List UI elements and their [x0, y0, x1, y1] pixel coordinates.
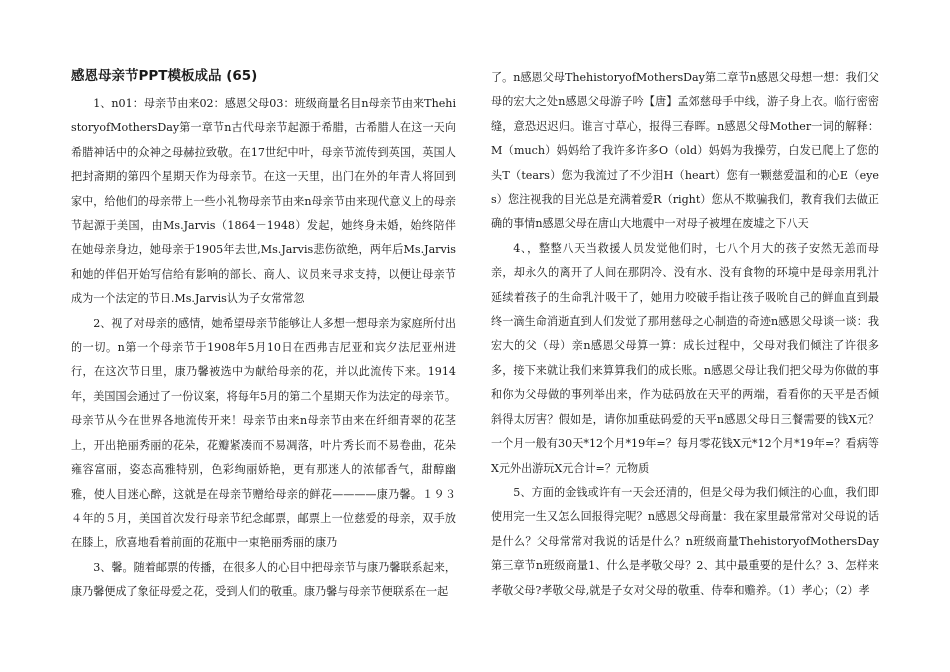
paragraph-4: 4、，整整八天当救援人员发觉他们时，七八个月大的孩子安然无恙而母亲，却永久的离开了人间在那阴冷、没有水、没有食物的环境中是母亲用乳汁延续着孩子的生命乳汁吸干了，她用力咬破手指让孩子吸吮自己的鲜血直到最终一滴生命消逝直到人们发觉了那用慈母之心制造的奇迹n感恩父母谈一谈：我宏大的父（母）亲n感恩父母算一算：成长过程中，父母对我们倾注了许很多多，接下来就让我们来算算我们的成长账。n感恩父母让我们把父母为你做的事和你为父母做的事列举出来，作为砝码放在天平的两端，看看你的天平是否倾斜得太厉害？假如是，请你加重砝码爱的天平n感恩父母日三餐需要的钱X元？一个月一般有30天*12个月*19年=？每月零花钱X元*12个月*19年=？看病等X元外出游玩X元合计=？元物质	[491, 241, 879, 475]
paragraph-3-continued: 了。n感恩父母ThehistoryofMothersDay第二章节n感恩父母想一想：我们父母的宏大之处n感恩父母游子吟【唐】孟郊慈母手中线，游子身上衣。临行密密缝，意恐迟迟归。谁言寸草心，报得三春晖。n感恩父母Mother一词的解释：M（much）妈妈给了我许多许多O（old）妈妈为我操劳，白发已爬上了您的头T（tears）您为我流过了不少泪H（heart）您有一颗慈爱温和的心E（eyes）您注视我的目光总是充满着爱R（right）您从不欺骗我们，教育我们去做正确的事情n感恩父母在唐山大地震中一对母子被埋在废墟之下八天	[491, 71, 879, 231]
left-column	[71, 66, 456, 605]
paragraph-2: 2、视了对母亲的感情，她希望母亲节能够让人多想一想母亲为家庭所付出的一切。n第一个母亲节于1908年5月10日在西弗吉尼亚和宾夕法尼亚州进行，在这次节日里，康乃馨被选中为献给母亲的花，并以此流传下来。1914年，美国国会通过了一份议案，将每年5月的第二个星期天作为法定的母亲节。母亲节从今在世界各地流传开来！母亲节由来n母亲节由来在纤细青翠的花茎上，开出艳丽秀丽的花朵，花瓣紧凑而不易凋落，叶片秀长而不易卷曲，花朵雍容富丽，姿态高雅特别，色彩绚丽娇艳，更有那迷人的浓郁香气，甜醇幽雅，使人目迷心醉，这就是在母亲节赠给母亲的鲜花————康乃馨。１９３４年的５月，美国首次发行母亲节纪念邮票，邮票上一位慈爱的母亲，双手放在膝上，欣喜地看着前面的花瓶中一束艳丽秀丽的康乃	[71, 316, 456, 550]
paragraph-5: 5、方面的金钱或许有一天会还清的，但是父母为我们倾注的心血，我们即使用完一生又怎么回报得完呢？n感恩父母商量：我在家里最常常对父母说的话是什么？父母常常对我说的话是什么？n班级商量ThehistoryofMothersDay第三章节n班级商量1、什么是孝敬父母？2、其中最重要的是什么？3、怎样来孝敬父母?孝敬父母,就是子女对父母的敬重、侍奉和赡养。（1）孝心；（2）孝	[491, 485, 879, 597]
paragraph-3: 3、馨。随着邮票的传播，在很多人的心目中把母亲节与康乃馨联系起来，康乃馨便成了象征母爱之花，受到人们的敬重。康乃馨与母亲节便联系在一起	[71, 560, 456, 599]
paragraph-1: 1、n01：母亲节由来02：感恩父母03：班级商量名目n母亲节由来ThehistoryofMothersDay第一章节n古代母亲节起源于希腊，古希腊人在这一天向希腊神话中的众神之母赫拉致敬。在17世纪中叶，母亲节流传到英国，英国人把封斋期的第四个星期天作为母亲节。在这一天里，出门在外的年青人将回到家中，给他们的母亲带上一些小礼物母亲节由来n母亲节由来现代意义上的母亲节起源于美国，由Ms.Jarvis（1864－1948）发起，她终身未婚，始终陪伴在她母亲身边，她母亲于1905年去世,Ms.Jarvis悲伤欲绝，两年后Ms.Jarvis和她的伴侣开始写信给有影响的部长、商人、议员来寻求支持，以便让母亲节成为一个法定的节日.Ms.Jarvis认为子女常常忽	[71, 97, 456, 306]
right-column	[491, 66, 879, 603]
document-title: 感恩母亲节PPT模板成品 (65)	[71, 68, 258, 84]
